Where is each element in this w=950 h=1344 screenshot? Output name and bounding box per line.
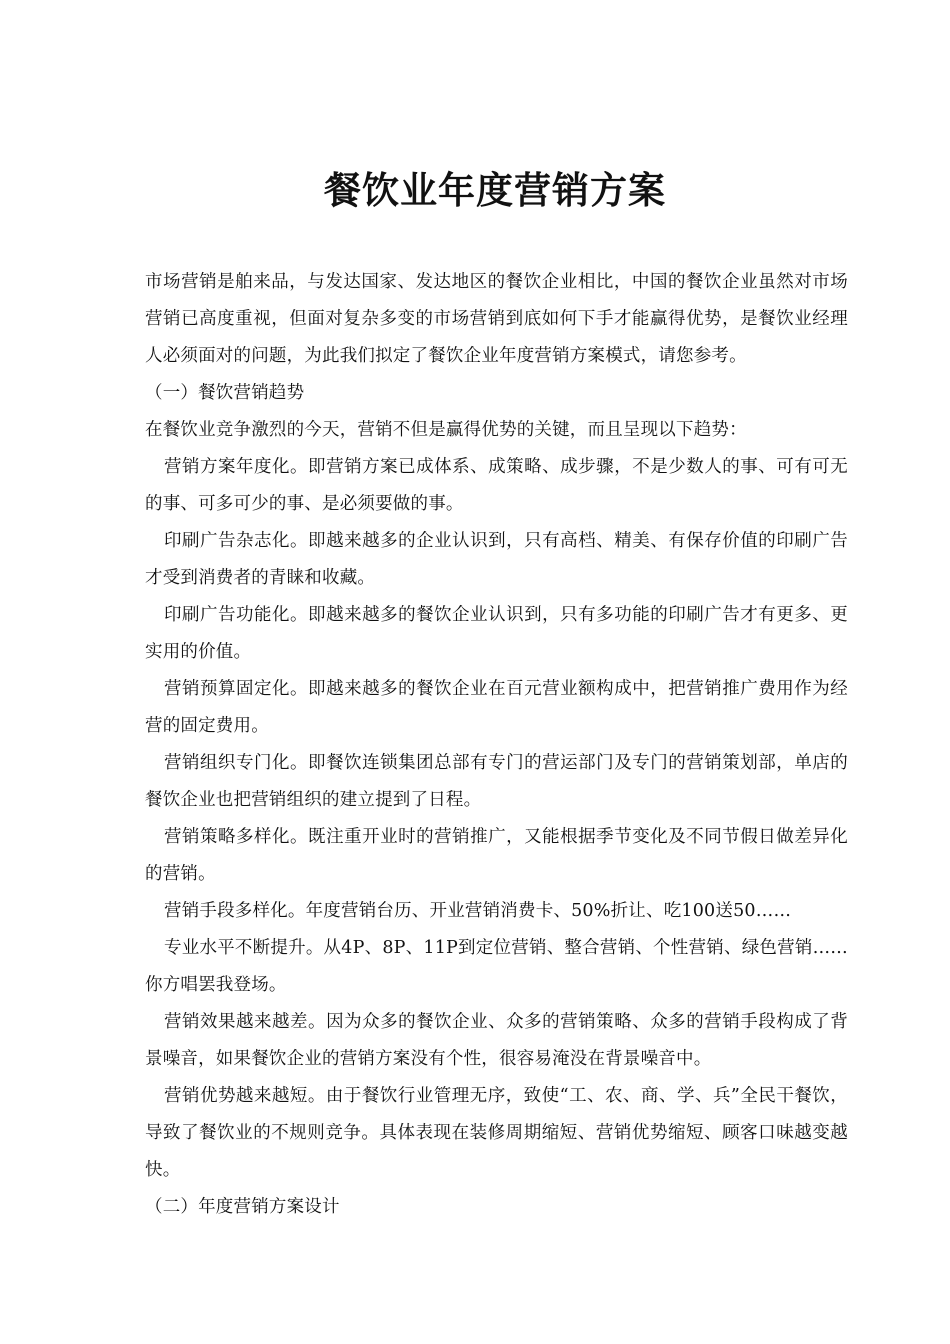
- paragraph-trend-functional-ads: 印刷广告功能化。即越来越多的餐饮企业认识到，只有多功能的印刷广告才有更多、更实用的价值。: [145, 605, 848, 662]
- paragraph-trend-fixed-budget: 营销预算固定化。即越来越多的餐饮企业在百元营业额构成中，把营销推广费用作为经营的固定费用。: [145, 679, 848, 736]
- paragraph-trend-professional-level: 专业水平不断提升。从4P、8P、11P到定位营销、整合营销、个性营销、绿色营销……你方唱罢我登场。: [145, 938, 848, 995]
- paragraph-trend-shorter-advantage: 营销优势越来越短。由于餐饮行业管理无序，致使“工、农、商、学、兵”全民干餐饮，导致了餐饮业的不规则竞争。具体表现在装修周期缩短、营销优势缩短、顾客口味越变越快。: [145, 1086, 848, 1180]
- paragraph-trend-magazine-ads: 印刷广告杂志化。即越来越多的企业认识到，只有高档、精美、有保存价值的印刷广告才受到消费者的青睐和收藏。: [145, 531, 848, 588]
- paragraph-trend-declining-effect: 营销效果越来越差。因为众多的餐饮企业、众多的营销策略、众多的营销手段构成了背景噪音，如果餐饮企业的营销方案没有个性，很容易淹没在背景噪音中。: [145, 1012, 848, 1069]
- section-heading-trends: （一）餐饮营销趋势: [145, 383, 305, 403]
- document-title: 餐饮业年度营销方案: [324, 169, 666, 212]
- paragraph-trend-annual-plan: 营销方案年度化。即营销方案已成体系、成策略、成步骤，不是少数人的事、可有可无的事、可多可少的事、是必须要做的事。: [145, 457, 848, 514]
- paragraph-trends-lead: 在餐饮业竞争激烈的今天，营销不但是赢得优势的关键，而且呈现以下趋势：: [145, 420, 747, 440]
- paragraph-trend-dedicated-org: 营销组织专门化。即餐饮连锁集团总部有专门的营运部门及专门的营销策划部，单店的餐饮企业也把营销组织的建立提到了日程。: [145, 753, 848, 810]
- paragraph-intro: 市场营销是舶来品，与发达国家、发达地区的餐饮企业相比，中国的餐饮企业虽然对市场营销已高度重视，但面对复杂多变的市场营销到底如何下手才能赢得优势，是餐饮业经理人必须面对的问题，为此我们拟定了餐饮企业年度营销方案模式，请您参考。: [145, 272, 848, 366]
- paragraph-trend-diverse-strategy: 营销策略多样化。既注重开业时的营销推广，又能根据季节变化及不同节假日做差异化的营销。: [145, 827, 848, 884]
- document-body: [145, 264, 848, 1226]
- section-heading-plan-design: （二）年度营销方案设计: [145, 1197, 340, 1217]
- paragraph-trend-diverse-means: 营销手段多样化。年度营销台历、开业营销消费卡、50%折让、吃100送50……: [164, 901, 792, 921]
